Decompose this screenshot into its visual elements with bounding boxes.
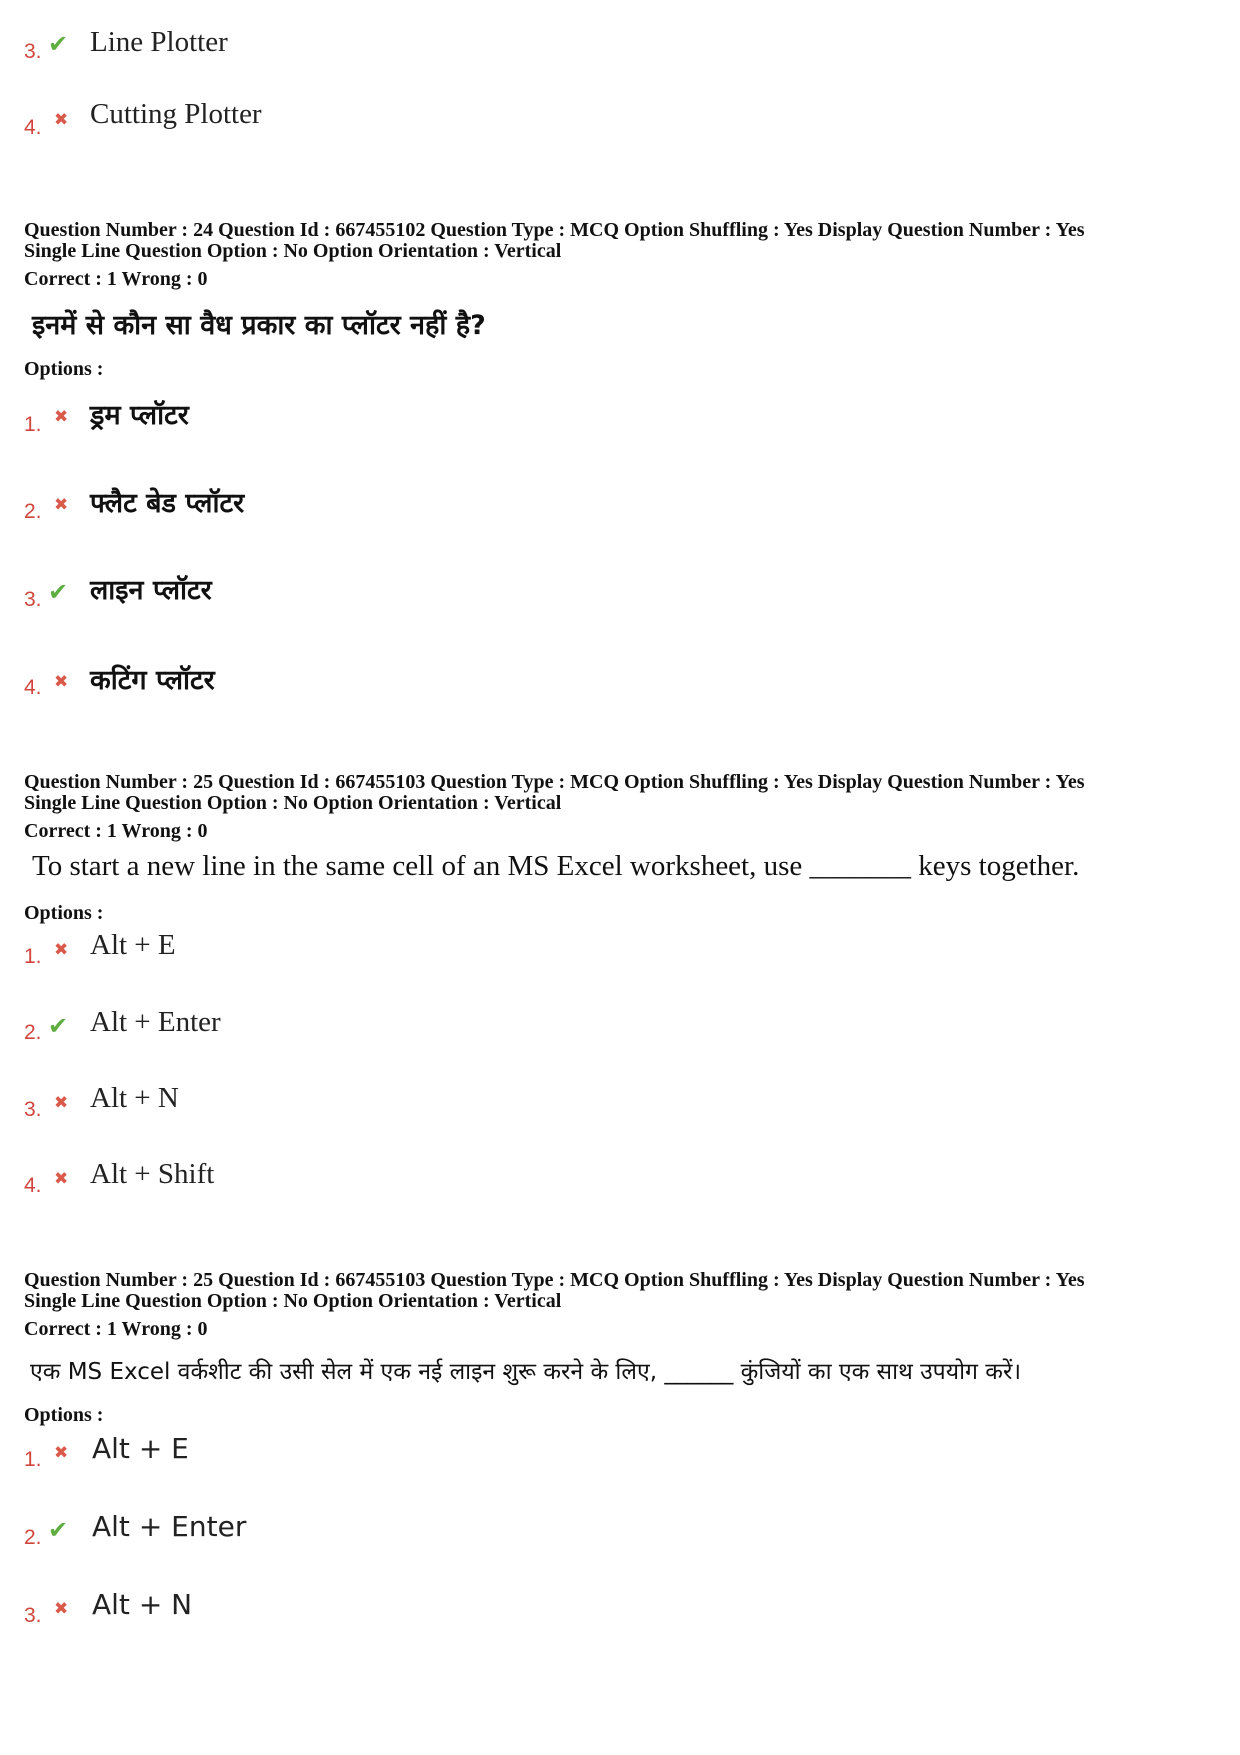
- option-number: 3.: [24, 1098, 42, 1121]
- option-text: लाइन प्लॉटर: [90, 575, 212, 606]
- question-meta-line: Single Line Question Option : No Option Orientation : Vertical: [24, 792, 562, 814]
- marks-line: Correct : 1 Wrong : 0: [24, 1318, 208, 1340]
- question-meta: [24, 1270, 1084, 1312]
- option-text: ड्रम प्लॉटर: [90, 400, 189, 431]
- option-row: [24, 1588, 424, 1632]
- correct-check-icon: ✔: [48, 1012, 69, 1040]
- option-number: 3.: [24, 1604, 42, 1627]
- question-meta-line: Question Number : 24 Question Id : 667455102 Question Type : MCQ Option Shuffling : Yes Display Question Number : Yes: [24, 219, 1085, 241]
- option-text: Alt + Enter: [90, 1006, 221, 1038]
- option-text: कटिंग प्लॉटर: [90, 665, 215, 696]
- option-number: 1.: [24, 945, 42, 968]
- option-text: Line Plotter: [90, 26, 228, 58]
- option-number: 3.: [24, 588, 42, 611]
- option-number: 4.: [24, 1174, 42, 1197]
- marks-line: Correct : 1 Wrong : 0: [24, 268, 208, 290]
- option-row: [24, 1510, 424, 1554]
- option-row: [24, 1006, 424, 1050]
- correct-check-icon: ✔: [48, 30, 69, 58]
- option-row: [24, 929, 424, 973]
- question-meta-line: Question Number : 25 Question Id : 667455103 Question Type : MCQ Option Shuffling : Yes Display Question Number : Yes: [24, 771, 1085, 793]
- option-text: Cutting Plotter: [90, 98, 262, 130]
- option-text: Alt + Shift: [90, 1158, 215, 1190]
- wrong-cross-icon: ✖: [54, 110, 69, 130]
- option-row: [24, 660, 424, 704]
- options-label: Options :: [24, 1404, 104, 1426]
- option-row: [24, 28, 424, 68]
- question-meta: [24, 772, 1084, 814]
- option-row: [24, 395, 424, 439]
- option-text: Alt + N: [90, 1082, 179, 1114]
- wrong-cross-icon: ✖: [54, 940, 69, 960]
- question-text: इनमें से कौन सा वैध प्रकार का प्लॉटर नहीं है?: [32, 310, 486, 341]
- wrong-cross-icon: ✖: [54, 1169, 69, 1189]
- option-text: Alt + N: [92, 1588, 193, 1621]
- wrong-cross-icon: ✖: [54, 1443, 69, 1463]
- option-text: Alt + E: [90, 929, 176, 961]
- option-number: 3.: [24, 40, 42, 63]
- correct-check-icon: ✔: [48, 1516, 69, 1544]
- question-meta-line: Single Line Question Option : No Option Orientation : Vertical: [24, 240, 562, 262]
- option-number: 2.: [24, 1021, 42, 1044]
- option-number: 4.: [24, 116, 42, 139]
- option-row: [24, 483, 424, 527]
- question-meta-line: Question Number : 25 Question Id : 667455103 Question Type : MCQ Option Shuffling : Yes Display Question Number : Yes: [24, 1269, 1085, 1291]
- option-text: Alt + E: [92, 1432, 189, 1465]
- question-text: एक MS Excel वर्कशीट की उसी सेल में एक नई लाइन शुरू करने के लिए, ______ कुंजियों का एक साथ उपयोग करें।: [30, 1359, 1022, 1385]
- correct-check-icon: ✔: [48, 578, 69, 606]
- option-number: 2.: [24, 500, 42, 523]
- wrong-cross-icon: ✖: [54, 1093, 69, 1113]
- wrong-cross-icon: ✖: [54, 495, 69, 515]
- wrong-cross-icon: ✖: [54, 1599, 69, 1619]
- option-number: 2.: [24, 1526, 42, 1549]
- option-text: फ्लैट बेड प्लॉटर: [90, 488, 245, 519]
- question-meta-line: Single Line Question Option : No Option Orientation : Vertical: [24, 1290, 562, 1312]
- wrong-cross-icon: ✖: [54, 407, 69, 427]
- option-text: Alt + Enter: [92, 1510, 247, 1543]
- options-label: Options :: [24, 358, 104, 380]
- option-row: [24, 1158, 424, 1202]
- option-row: [24, 98, 424, 144]
- option-row: [24, 570, 424, 614]
- wrong-cross-icon: ✖: [54, 672, 69, 692]
- question-meta: [24, 220, 1084, 262]
- option-number: 1.: [24, 1448, 42, 1471]
- marks-line: Correct : 1 Wrong : 0: [24, 820, 208, 842]
- option-number: 1.: [24, 413, 42, 436]
- option-row: [24, 1082, 424, 1126]
- question-text: To start a new line in the same cell of an MS Excel worksheet, use _______ keys together.: [32, 850, 1080, 882]
- options-label: Options :: [24, 902, 104, 924]
- option-row: [24, 1432, 424, 1476]
- option-number: 4.: [24, 676, 42, 699]
